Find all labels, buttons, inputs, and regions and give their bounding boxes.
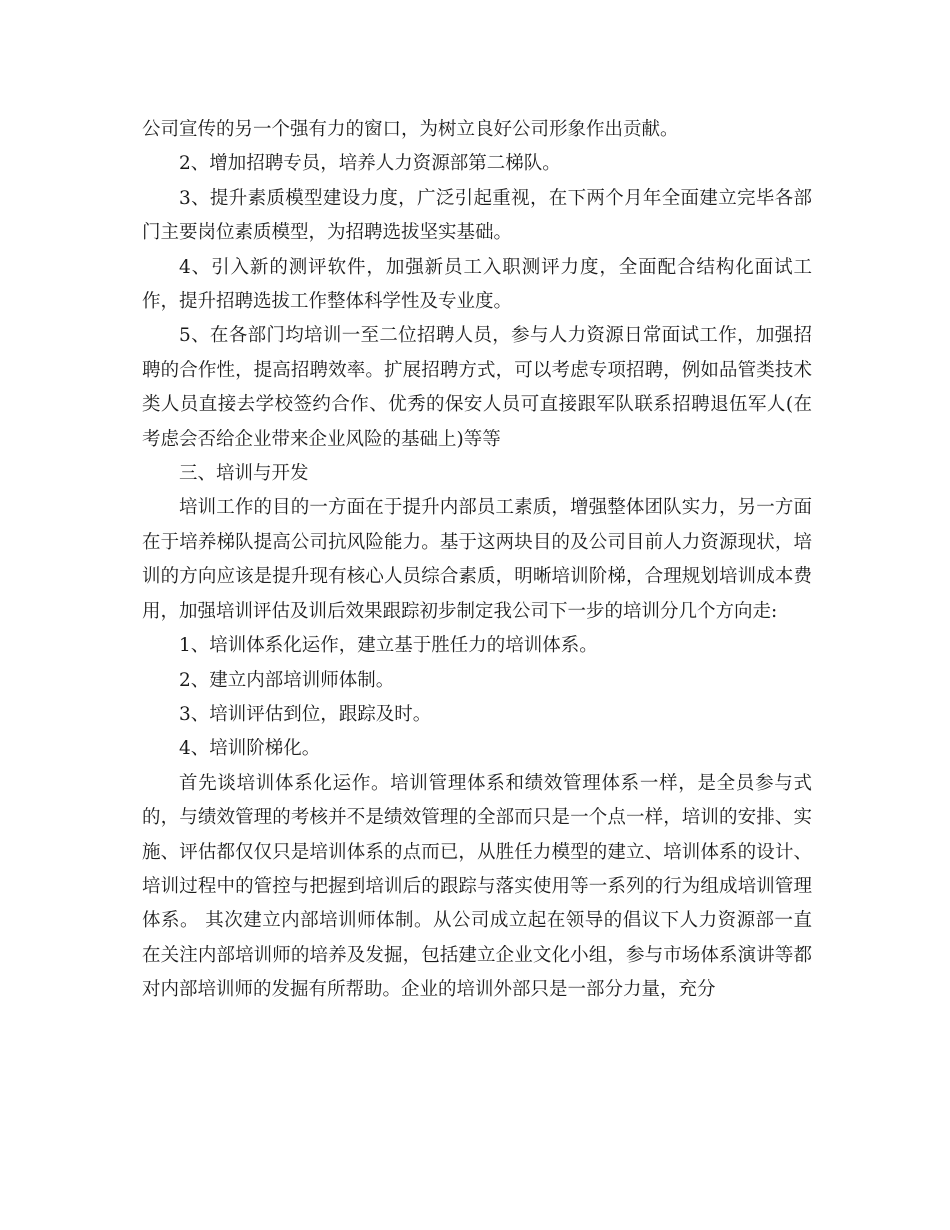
paragraph: 3、提升素质模型建设力度，广泛引起重视，在下两个月年全面建立完毕各部门主要岗位素质模型，为招聘选拔坚实基础。 bbox=[142, 187, 812, 244]
paragraph: 首先谈培训体系化运作。培训管理体系和绩效管理体系一样，是全员参与式的，与绩效管理的考核并不是绩效管理的全部而只是一个点一样，培训的安排、实施、评估都仅仅只是培训体系的点而已，从胜任力模型的建立、培训体系的设计、培训过程中的管控与把握到培训后的跟踪与落实使用等一系列的行为组成培训管理体系。 其次建立内部培训师体制。从公司成立起在领导的倡议下人力资源部一直在关注内部培训师的培养及发掘，包括建立企业文化小组，参与市场体系演讲等都对内部培训师的发掘有所帮助。企业的培训外部只是一部分力量，充分 bbox=[142, 772, 812, 1001]
paragraph: 公司宣传的另一个强有力的窗口，为树立良好公司形象作出贡献。 bbox=[142, 119, 679, 140]
list-item: 4、培训阶梯化。 bbox=[179, 738, 321, 760]
list-item: 1、培训体系化运作，建立基于胜任力的培训体系。 bbox=[179, 635, 598, 657]
list-item: 2、建立内部培训师体制。 bbox=[179, 669, 395, 691]
paragraph: 培训工作的目的一方面在于提升内部员工素质，增强整体团队实力，另一方面在于培养梯队提高公司抗风险能力。基于这两块目的及公司目前人力资源现状，培训的方向应该是提升现有核心人员综合素质，明晰培训阶梯，合理规划培训成本费用，加强培训评估及训后效果跟踪初步制定我公司下一步的培训分几个方向走: bbox=[142, 497, 812, 622]
paragraph: 2、增加招聘专员，培养人力资源部第二梯队。 bbox=[179, 153, 561, 175]
paragraph: 4、引入新的测评软件，加强新员工入职测评力度，全面配合结构化面试工作，提升招聘选拔工作整体科学性及专业度。 bbox=[142, 256, 812, 313]
list-item: 3、培训评估到位，跟踪及时。 bbox=[179, 703, 432, 725]
document-body bbox=[142, 113, 812, 1008]
paragraph: 5、在各部门均培训一至二位招聘人员，参与人力资源日常面试工作，加强招聘的合作性，提高招聘效率。扩展招聘方式，可以考虑专项招聘，例如品管类技术类人员直接去学校签约合作、优秀的保安人员可直接跟军队联系招聘退伍军人(在考虑会否给企业带来企业风险的基础上)等等 bbox=[142, 325, 812, 450]
section-heading: 三、培训与开发 bbox=[179, 463, 309, 485]
